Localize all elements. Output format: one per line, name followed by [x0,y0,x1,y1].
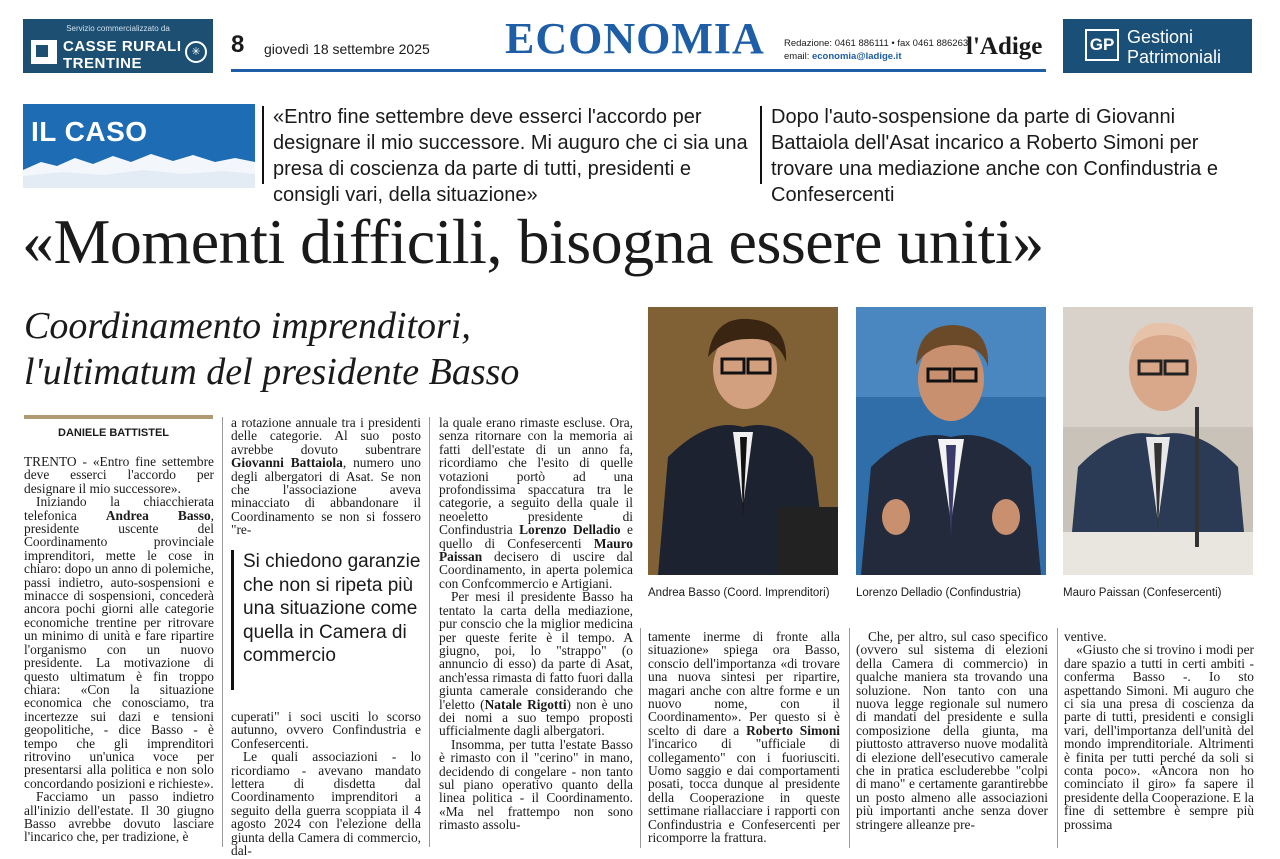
article-column-1 [24,455,214,850]
il-caso-box [23,104,255,188]
header-rule [231,69,1046,72]
pull-quote-bar [231,550,234,690]
article-paragraph: tamente inerme di fronte alla situazione» spiega ora Basso, conscio dell'importanza «di trovare una nuova sintesi per ripartire, magari anche con altre forme e un nuovo nome, con il Coordinamento». Per questo si è scelto di dare a Roberto Simoni l'incarico di "ufficiale di collegamento" con i fuoriusciti. Uomo saggio e dai comportamenti posati, tocca dunque al presidente della Cooperazione in queste settimane riallacciare i rapporti con Confindustria e Confesercenti per ricomporre la frattura. [648,629,840,846]
photo-andrea-basso[interactable] [648,307,838,575]
portrait-icon [856,307,1046,575]
photo-caption: Lorenzo Delladio (Confindustria) [856,587,1021,599]
email-link[interactable]: economia@ladige.it [811,51,902,62]
quote-rule [262,106,264,184]
photo-lorenzo-delladio[interactable] [856,307,1046,575]
portrait-icon [1063,307,1253,575]
article-paragraph: «Giusto che si trovino i modi per dare spazio a tutti in certi ambiti - conferma Basso -. Io sto aspettando Simoni. Mi auguro che ci sia una presa di coscienza da parte di tutti, presidenti e consigli vari, dell'importanza dell'unità del mondo imprenditoriale. Altrimenti è finita per tutti perché da soli si conta poco». «Ancora non ho cominciato il giro» fa sapere il presidente della Cooperazione. E la fine di settembre è sempre più prossima [1064,642,1254,832]
page-number: 8 [231,31,245,58]
article-column-4 [648,630,840,850]
column-rule [849,628,850,848]
casse-rurali-logo-icon [31,40,57,64]
portrait-icon [648,307,838,575]
article-paragraph: a rotazione annuale tra i presidenti delle categorie. Al suo posto avrebbe dovuto subentrare Giovanni Battaiola, numero uno degli albergatori di Asat. Se non che l'associazione aveva minacciato di abbandonare il Coordinamento se non si fossero "re- [231,415,421,538]
pull-quote: Si chiedono garanzie che non si ripeta più una situazione come quella in Camera di commercio [243,551,421,666]
article-column-3 [439,416,633,850]
redazione-phone: Redazione: 0461 886111 • fax 0461 886263 [784,38,969,49]
headline: «Momenti difficili, bisogna essere uniti» [22,206,1044,277]
article-column-2-top [231,415,421,538]
article-column-6 [1064,630,1254,850]
article-paragraph: Per mesi il presidente Basso ha tentato la carta della mediazione, pur conscio che la miglior medicina per queste ferite è il tempo. A giugno, poi, lo "strappo" (o annuncio di esso) da parte di Asat, anch'essa rimasta di fatto fuori dalla giunta camerale considerando che l'eletto (Natale Rigotti) non è uno dei nomi a suo tempo proposti ufficialmente dagli albergatori. [439,589,634,739]
name-giovanni-battaiola: Giovanni Battaiola [231,455,343,471]
name-lorenzo-delladio: Lorenzo Delladio [519,522,621,538]
article-paragraph: cuperati" i soci usciti lo scorso autunno, ovvero Confindustria e Confesercenti. [231,709,421,751]
newspaper-logo: l'Adige [966,33,1043,60]
subheadline [24,303,519,395]
article-paragraph: la quale erano rimaste escluse. Ora, senza ritornare con la memoria ai fatti dell'estate di un anno fa, ricordiamo che l'esito di quelle votazioni portò ad una profondissima spaccatura tra le categorie, a seguito della quale il neoeletto presidente di Confindustria Lorenzo Delladio e quello di Confesercenti Mauro Paissan decisero di uscire dal Coordinamento, in aperta polemica con Confcommercio e Artigiani. [439,415,633,591]
photo-mauro-paissan[interactable] [1063,307,1253,575]
article-paragraph: Iniziando la chiacchierata telefonica Andrea Basso, presidente uscente del Coordinamento provinciale imprenditori, mette le cose in chiaro: dopo un anno di polemiche, passi indietro, auto-sospensioni e minacce di sospensioni, concederà ancora pochi giorni alle categorie economiche trentine per ritrovare un minimo di unità e fare ripartire l'organismo con un nuovo presidente. La motivazione di questo ultimatum è fin troppo chiara: «Con la situazione economica che conosciamo, tra incertezze sui dazi e tensioni geopolitiche, - dice Basso - è tempo che gli imprenditori ritrovino un'unica voce per presentarsi alla politica e non solo concordando posizioni e richieste». [24,494,214,791]
column-rule [429,417,430,847]
ad-left-line1: CASSE RURALI [63,38,182,55]
article-paragraph: TRENTO - «Entro fine settembre deve esserci l'accordo per designare il mio successore». [24,454,214,496]
ad-casse-rurali[interactable] [23,19,213,73]
column-rule [1057,628,1058,848]
ad-right-line1: Gestioni [1127,27,1194,47]
byline-rule [24,415,213,419]
ad-gestioni-patrimoniali[interactable] [1063,19,1252,73]
ad-right-line2: Patrimoniali [1127,47,1222,67]
subhead-line2: l'ultimatum del presidente Basso [24,351,520,393]
email-prefix: email: [784,51,810,62]
summary-rule [760,106,762,184]
photo-caption: Andrea Basso (Coord. Imprenditori) [648,587,830,599]
subhead-line1: Coordinamento imprenditori, [24,305,471,347]
name-roberto-simoni: Roberto Simoni [746,722,840,738]
il-caso-label: IL CASO [31,116,148,147]
caso-summary: Dopo l'auto-sospensione da parte di Giovanni Battaiola dell'Asat incarico a Roberto Simoni per trovare una mediazione anche con Confindustria e Confesercenti [771,106,1218,206]
article-paragraph: Le quali associazioni - lo ricordiamo - avevano mandato lettera di disdetta dal Coordinamento imprenditori a seguito della guerra scoppiata il 4 agosto 2024 con l'elezione della giunta della Camera di commercio, dal- [231,749,421,859]
article-paragraph: Insomma, per tutta l'estate Basso è rimasto con il "cerino" in mano, decidendo di congelare - non tanto sul piano operativo quanto della linea politica - il Coordinamento. «Ma nel frattempo non sono rimasto assolu- [439,736,633,833]
photo-caption: Mauro Paissan (Confesercenti) [1063,587,1222,599]
name-natale-rigotti: Natale Rigotti [484,696,567,712]
ad-left-tagline: Servizio commercializzato da [66,24,170,33]
redazione-contacts [784,37,968,63]
article-column-5 [856,630,1048,850]
name-andrea-basso: Andrea Basso [105,507,211,523]
gp-logo-icon: GP [1085,29,1119,61]
column-rule [640,628,641,848]
article-paragraph: Facciamo un passo indietro all'inizio dell'estate. Il 30 giugno Basso avrebbe dovuto lasciare l'incarico che, per tradizione, è [24,789,214,845]
caso-quote: «Entro fine settembre deve esserci l'accordo per designare il mio successore. Mi auguro che ci sia una presa di coscienza da parte di tutti, presidenti e consigli vari, della situazione» [273,106,748,206]
issue-date: giovedì 18 settembre 2025 [264,41,430,57]
article-column-2-bottom [231,709,421,859]
seal-icon: ✳ [185,41,207,63]
ad-left-line2: TRENTINE [63,55,142,72]
article-paragraph: ventive. [1064,629,1107,644]
byline: DANIELE BATTISTEL [58,427,170,439]
column-rule [222,417,223,847]
section-title: ECONOMIA [505,14,765,63]
name-mauro-paissan: Mauro Paissan [439,535,633,565]
article-paragraph: Che, per altro, sul caso specifico (ovvero sul sistema di elezioni della Camera di commercio) in qualche maniera sta trovando una soluzione. Non tanto con una nuova legge regionale sul numero di mandati del presidente e sulla composizione della giunta, ma piuttosto attraverso nuove modalità di elezione dell'esecutivo camerale che in pratica escluderebbe "colpi di mano" e certamente garantirebbe un posto almeno alle associazioni più importanti anche senza dover stringere alleanze pre- [856,629,1048,832]
